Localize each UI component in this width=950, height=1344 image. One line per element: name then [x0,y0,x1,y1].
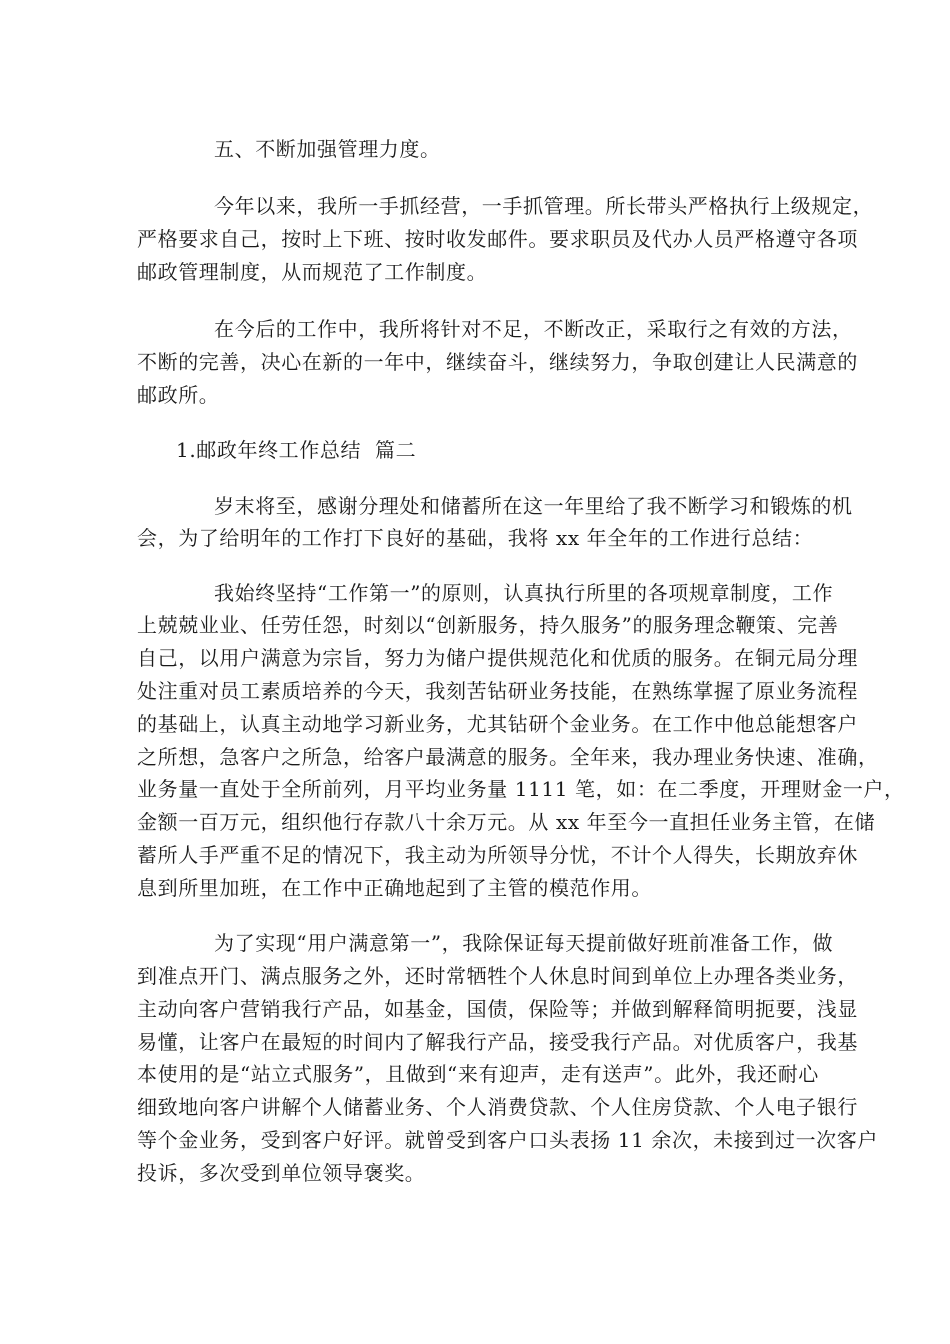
paragraph-line: 到准点开门、满点服务之外，还时常牺牲个人休息时间到单位上办理各类业务， [137,964,858,988]
paragraph-line: 不断的完善，决心在新的一年中，继续奋斗，继续努力，争取创建让人民满意的 [137,350,858,374]
paragraph-line: 主动向客户营销我行产品，如基金，国债，保险等；并做到解释简明扼要，浅显 [137,997,858,1021]
paragraph-line: 金额一百万元，组织他行存款八十余万元。从 xx 年至今一直担任业务主管，在储 [137,810,876,834]
paragraph-line: 处注重对员工素质培养的今天，我刻苦钻研业务技能，在熟练掌握了原业务流程 [137,679,858,703]
paragraph-line: 邮政所。 [137,383,220,407]
paragraph-line: 等个金业务，受到客户好评。就曾受到客户口头表扬 11 余次，未接到过一次客户 [137,1128,878,1152]
paragraph-line: 上兢兢业业、任劳任怨，时刻以“创新服务，持久服务”的服务理念鞭策、完善 [137,613,839,637]
paragraph-line: 业务量一直处于全所前列，月平均业务量 1111 笔，如：在二季度，开理财金一户， [137,777,905,801]
paragraph-line: 自己，以用户满意为宗旨，努力为储户提供规范化和优质的服务。在铜元局分理 [137,646,858,670]
paragraph-line: 我始终坚持“工作第一”的原则，认真执行所里的各项规章制度，工作 [214,581,834,605]
paragraph-line: 邮政管理制度，从而规范了工作制度。 [137,260,488,284]
paragraph-line: 蓄所人手严重不足的情况下，我主动为所领导分忧，不计个人得失，长期放弃休 [137,843,858,867]
paragraph-line: 严格要求自己，按时上下班、按时收发邮件。要求职员及代办人员严格遵守各项 [137,227,858,251]
section-heading: 1.邮政年终工作总结 篇二 [176,438,417,462]
paragraph-line: 细致地向客户讲解个人储蓄业务、个人消费贷款、个人住房贷款、个人电子银行 [137,1095,858,1119]
paragraph-line: 息到所里加班，在工作中正确地起到了主管的模范作用。 [137,876,652,900]
paragraph-line: 的基础上，认真主动地学习新业务，尤其钻研个金业务。在工作中他总能想客户 [137,712,858,736]
paragraph-line: 之所想，急客户之所急，给客户最满意的服务。全年来，我办理业务快速、准确， [137,745,879,769]
paragraph-line: 本使用的是“站立式服务”，且做到“来有迎声，走有送声”。此外，我还耐心 [137,1062,819,1086]
paragraph-line: 会，为了给明年的工作打下良好的基础，我将 xx 年全年的工作进行总结： [137,526,814,550]
section-heading: 五、不断加强管理力度。 [214,137,441,161]
paragraph-line: 易懂，让客户在最短的时间内了解我行产品，接受我行产品。对优质客户，我基 [137,1030,858,1054]
paragraph-line: 岁末将至，感谢分理处和储蓄所在这一年里给了我不断学习和锻炼的机 [214,494,853,518]
paragraph-line: 为了实现“用户满意第一”，我除保证每天提前做好班前准备工作，做 [214,931,834,955]
paragraph-line: 今年以来，我所一手抓经营，一手抓管理。所长带头严格执行上级规定， [214,194,874,218]
paragraph-line: 在今后的工作中，我所将针对不足，不断改正，采取行之有效的方法， [214,317,853,341]
paragraph-line: 投诉，多次受到单位领导褒奖。 [137,1161,426,1185]
